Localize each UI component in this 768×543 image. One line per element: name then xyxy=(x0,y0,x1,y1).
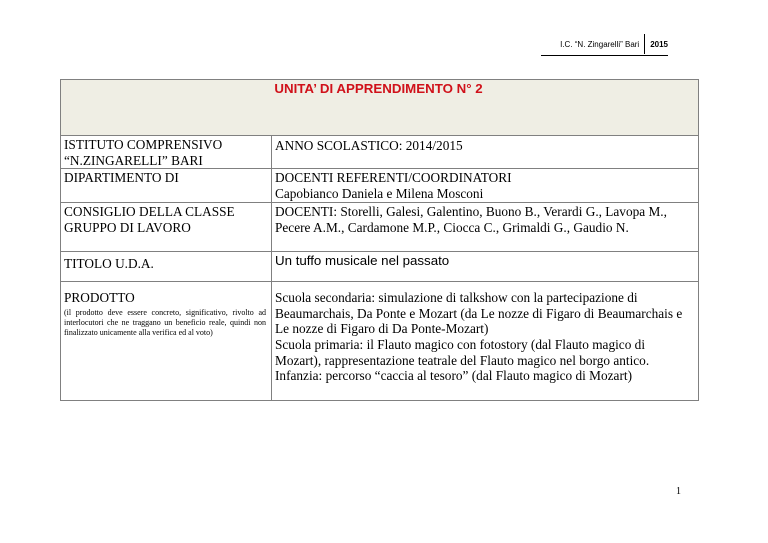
titolo-label: TITOLO U.D.A. xyxy=(61,251,272,281)
title-row xyxy=(61,80,699,136)
table-row xyxy=(61,281,699,400)
istituto-name: “N.ZINGARELLI” BARI xyxy=(64,152,203,168)
anno-scolastico-cell: ANNO SCOLASTICO: 2014/2015 xyxy=(272,136,699,169)
titolo-value: Un tuffo musicale nel passato xyxy=(272,251,699,281)
header-rule xyxy=(541,55,668,56)
running-header xyxy=(560,34,668,54)
page-number: 1 xyxy=(676,486,681,497)
header-year: 2015 xyxy=(650,39,668,49)
prodotto-description-cell xyxy=(272,281,699,400)
table-row xyxy=(61,202,699,251)
prodotto-cell xyxy=(61,281,272,400)
prodotto-note: (il prodotto deve essere concreto, significativo, rivolto ad interlocutori che ne traggano un beneficio reale, quindi non finalizzato unicamente alla verifica ed al voto) xyxy=(64,307,266,337)
uda-title: UNITA’ DI APPRENDIMENTO N° 2 xyxy=(61,80,699,136)
docenti-referenti-names: Capobianco Daniela e Milena Mosconi xyxy=(275,186,484,202)
uda-table xyxy=(60,79,699,401)
prodotto-primaria: Scuola primaria: il Flauto magico con fotostory (dal Flauto magico di Mozart), rappresentazione teatrale del Flauto magico nel borgo antico. xyxy=(275,336,650,368)
table-row xyxy=(61,136,699,169)
consiglio-label: CONSIGLIO DELLA CLASSE xyxy=(64,203,235,219)
docenti-referenti-cell xyxy=(272,169,699,202)
table-row xyxy=(61,169,699,202)
gruppo-label: GRUPPO DI LAVORO xyxy=(64,219,191,235)
table-row xyxy=(61,251,699,281)
docenti-referenti-label: DOCENTI REFERENTI/COORDINATORI xyxy=(275,170,512,186)
prodotto-secondaria: Scuola secondaria: simulazione di talkshow con la partecipazione di Beaumarchais, Da Ponte e Mozart (da Le nozze di Figaro di Beaumarchais e Le nozze di Figaro di Da Ponte-Mozart) xyxy=(275,289,683,337)
prodotto-infanzia: Infanzia: percorso “caccia al tesoro” (dal Flauto magico di Mozart) xyxy=(275,368,633,384)
header-school: I.C. “N. Zingarelli” Bari xyxy=(560,39,640,49)
consiglio-cell xyxy=(61,202,272,251)
docenti-cell: DOCENTI: Storelli, Galesi, Galentino, Buono B., Verardi G., Lavopa M., Pecere A.M., Cardamone M.P., Ciocca C., Grimaldi G., Gaudio N. xyxy=(272,202,699,251)
dipartimento-cell: DIPARTIMENTO DI xyxy=(61,169,272,202)
istituto-cell xyxy=(61,136,272,169)
istituto-label: ISTITUTO COMPRENSIVO xyxy=(64,137,223,152)
prodotto-label: PRODOTTO xyxy=(64,289,135,305)
